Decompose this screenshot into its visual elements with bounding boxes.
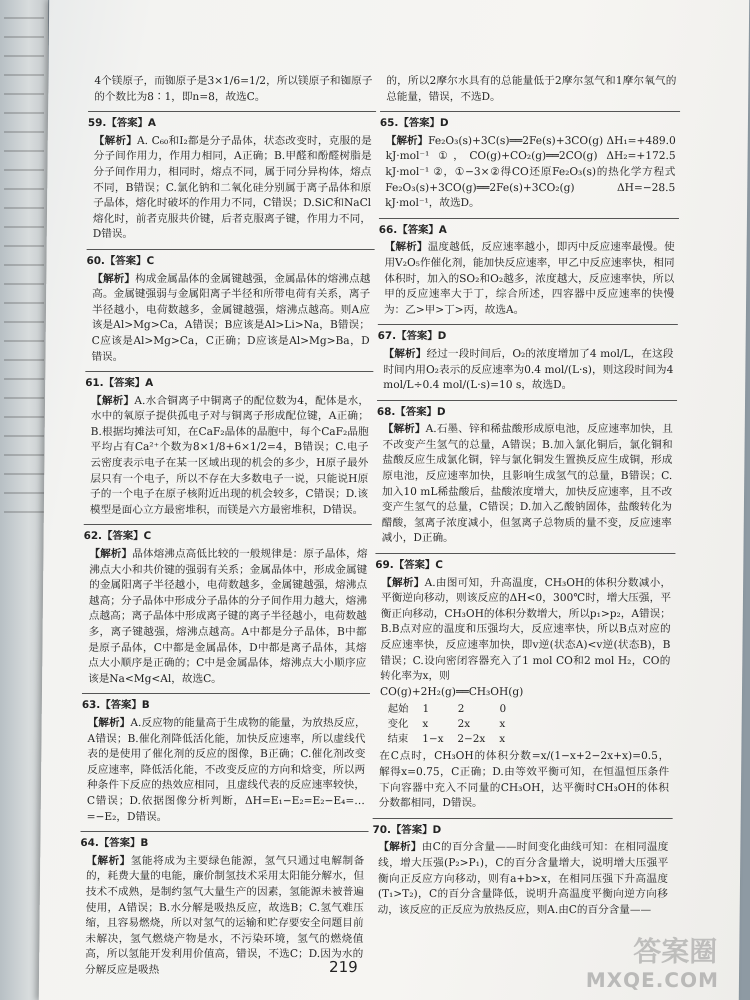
- watermark-url: MXQE.COM: [585, 968, 720, 992]
- answer-label: 67.【答案】D: [377, 330, 447, 343]
- continuation-text: 4个镁原子，而铷原子是3×1/6=1/2，所以镁原子和铷原子的个数比为8∶1，即n=8，故选C。: [88, 70, 376, 112]
- answer-label: 64.【答案】B: [80, 837, 149, 850]
- analysis-text: 【解析】氢能将成为主要绿色能源，氢气只通过电解制备的，耗费大量的电能，廉价制氢技术采用太阳能分解水，但技术不成熟，是制约氢气大量生产的因素，氢能源未被普遍使用，A错误；B.水分解是吸热反应，故选B；C.氢气难压缩，且容易燃烧，所以对氢气的运输和贮存要安全问题目前未解决，氢气燃烧产物是水，不污染环境，氢气的燃烧值高，所以氢能开发利用价值高，错误，不选C；D.因为水的分解反应是吸热: [85, 854, 365, 976]
- analysis-text: 【解析】温度越低，反应速率越小，即丙中反应速率最慢。使用V₂O₅作催化剂，能加快反应速率，甲乙中反应速率快，相同体积时，加入的SO₂和O₂越多，浓度越大，反应速率快，所以甲的反应速率大于丁，综合所述，四容器中反应速率的快慢为：乙>甲>丁>丙，故选A。: [383, 241, 675, 316]
- analysis-text: 【解析】A.水合铜离子中铜离子的配位数为4，配体是水，水中的氧原子提供孤电子对与铜离子形成配位键，A正确；B.根据均摊法可知，在CaF₂晶体的晶胞中，每个CaF₂晶胞平均占有Ca²⁺个数为8×1/8+6×1/2=4，B错误；C.电子云密度表示电子在某一区域出现的机会的多少，H原子最外层只有一个电子，所以不存在大多数电子一说，只能说H原子的一个电子在原子核附近出现的机会较多，C错误；D.该模型是面心立方最密堆积，而镁是六方最密堆积，D错误。: [89, 394, 370, 516]
- right-column: [372, 70, 681, 924]
- analysis-text: 【解析】A. C₆₀和I₂都是分子晶体，状态改变时，克服的是分子间作用力，作用力相同，A正确；B.甲醛和酚醛树脂是分子间作用力，相同时，熔点不同，属于同分异构体，熔点不同，B错误；C.氯化钠和二氧化硅分别属于离子晶体和原子晶体，熔化时破坏的作用力不同，C错误；D.SiC和NaCl熔化时，前者克服共价键，后者克服离子键，作用力不同，D错误。: [92, 134, 372, 241]
- table-row: 变化 x 2x x: [387, 718, 506, 731]
- analysis-text: 【解析】由C的百分含量——时间变化曲线可知：在相同温度线，增大压强(P₂>P₁)，C的百分含量增大，说明增大压强平衡向正反应方向移动，则有a+b>x，在相同压强下升高温度(T₁>T₂)，C的百分含量降低，说明升高温度平衡向逆方向移动，该反应的正反应为放热反应，则A.由C的百分含量——: [377, 841, 669, 916]
- left-column: [79, 70, 377, 984]
- three-stage-table: [387, 702, 520, 747]
- analysis-text: 【解析】构成金属晶体的金属键越强，金属晶体的熔沸点越高。金属键强弱与金属阳离子半径和所带电荷有关系，离子半径越小，电荷数越多，金属键越强，熔沸点越高。则A应该是Al>Mg>Ca，A错误；B应该是Al>Li>Na，B错误；C应该是Al>Mg>Ca，C正确；D应该是Al>Mg>Ba，D错误。: [91, 272, 371, 363]
- table-row: 起始 1 2 0: [387, 703, 507, 716]
- analysis-text: 【解析】A.石墨、锌和稀盐酸形成原电池，反应速率加快，且不改变产生氢气的总量，A错误；B.加入氯化铜后，氯化铜和盐酸反应生成氯化铜，锌与氯化铜发生置换反应生成铜，形成原电池，反应速率加快，且影响生成氢气的总量，B错误；C.加入10 mL稀盐酸后，盐酸浓度增大，加快反应速率，且不改变产生氢气的总量，C错误；D.加入乙酸钠固体，盐酸转化为醋酸，氢离子浓度减小，但氢离子总物质的量不变，反应速率减小，D正确。: [381, 423, 673, 545]
- answer-entry-64: [79, 832, 369, 984]
- watermark-logo: 答案圈: [633, 935, 718, 968]
- answer-label: 59.【答案】A: [87, 117, 157, 130]
- analysis-text: 【解析】A.由图可知，升高温度，CH₃OH的体积分数减小，平衡逆向移动，则该反应的ΔH<0，300℃时，增大压强，平衡正向移动，CH₃OH的体积分数增大，所以p₁>p₂，A错误；B.B点对应的温度和压强均大，反应速率快，所以B点对应的反应速率快，反应速率加快，即v逆(状态A)<v逆(状态B)，B错误；C.设向密闭容器充入了1 mol CO和2 mol H₂，CO的转化率为x，则: [380, 576, 672, 683]
- answer-entry-60: [85, 250, 374, 372]
- answer-label: 69.【答案】C: [375, 559, 443, 572]
- answer-label: 60.【答案】C: [86, 254, 155, 267]
- answer-entry-69: [373, 554, 676, 819]
- analysis-text: 【解析】Fe₂O₃(s)+3C(s)══2Fe(s)+3CO(g) ΔH₁=+489.0 kJ·mol⁻¹ ①，CO(g)+CO₂(g)══2CO(g) ΔH₂=+172.5 kJ·mol⁻¹ ②，①−3×②得CO还原Fe₂O₃(s)的热化学方程式Fe₂O₃(s)+3CO(g)══2Fe(s)+3CO₂(g) ΔH=−28.5 kJ·mol⁻¹，故选D。: [385, 134, 676, 210]
- answer-label: 63.【答案】B: [81, 699, 150, 712]
- watermark: [587, 930, 728, 992]
- answer-label: 61.【答案】A: [85, 377, 154, 390]
- book-page: [39, 0, 749, 1000]
- analysis-text: 【解析】晶体熔沸点高低比较的一般规律是：原子晶体，熔沸点大小和共价键的强弱有关系；金属晶体中，形成金属键的金属阳离子半径越小，电荷数越多，金属键越强，熔沸点越高；分子晶体中形成分子晶体的分子间作用力越大，熔沸点越高；离子晶体中形成离子键的离子半径越小，电荷数越多，离子键越强，熔沸点越高。A中都是分子晶体，B中都是原子晶体，C中都是金属晶体，D中都是离子晶体，其熔点大小顺序是正确的；C中是金属晶体，熔沸点大小顺序应该是Na<Mg<Al，故选C。: [88, 548, 368, 685]
- answer-entry-59: [87, 112, 376, 250]
- page-number: 219: [329, 958, 358, 976]
- answer-label: 62.【答案】C: [83, 530, 152, 543]
- answer-entry-61: [84, 372, 374, 525]
- continuation-text: 的，所以2摩尔水具有的总能量低于2摩尔氢气和1摩尔氧气的总能量，错误，不选D。: [380, 70, 680, 112]
- answer-entry-62: [82, 525, 372, 694]
- answer-label: 68.【答案】D: [376, 405, 446, 418]
- analysis-continuation: 在C点时，CH₃OH的体积分数=x/(1−x+2−2x+x)=0.5，解得x=0.75，C正确；D.由等效平衡可知，在恒温恒压条件下向容器中充入不同量的CH₃OH，达平衡时CH₃OH的体积分数都相同，D错误。: [378, 750, 670, 810]
- analysis-text: 【解析】经过一段时间后，O₂的浓度增加了4 mol/L，在这段时间内用O₂表示的反应速率为0.4 mol/(L·s)，则这段时间为4 mol/L÷0.4 mol/(L·s)=10 s，故选D。: [383, 347, 674, 392]
- answer-label: 70.【答案】D: [372, 823, 442, 836]
- answer-entry-70: [372, 819, 673, 925]
- answer-entry-66: [378, 219, 679, 326]
- answer-entry-65: [379, 112, 680, 219]
- answer-label: 65.【答案】D: [379, 117, 449, 130]
- equation: CO(g)+2H₂(g)══CH₃OH(g): [379, 685, 524, 698]
- answer-entry-68: [375, 401, 677, 554]
- answer-entry-67: [377, 325, 678, 400]
- table-row: 结束 1−x 2−2x x: [387, 733, 506, 746]
- answer-label: 66.【答案】A: [378, 223, 447, 236]
- answer-entry-63: [81, 694, 370, 832]
- analysis-text: 【解析】A.反应物的能量高于生成物的能量，为放热反应，A错误；B.催化剂降低活化能，加快反应速率，所以虚线代表的是使用了催化剂的反应的图像，B正确；C.催化剂改变反应速率，降低活化能，不改变反应的方向和焓变，所以两种条件下反应的热效应相同，且虚线代表的反应速率较快，C错误；D.依据图像分析判断，ΔH=E₁−E₂=E₂−E₄=…=−E₂，D错误。: [86, 716, 366, 823]
